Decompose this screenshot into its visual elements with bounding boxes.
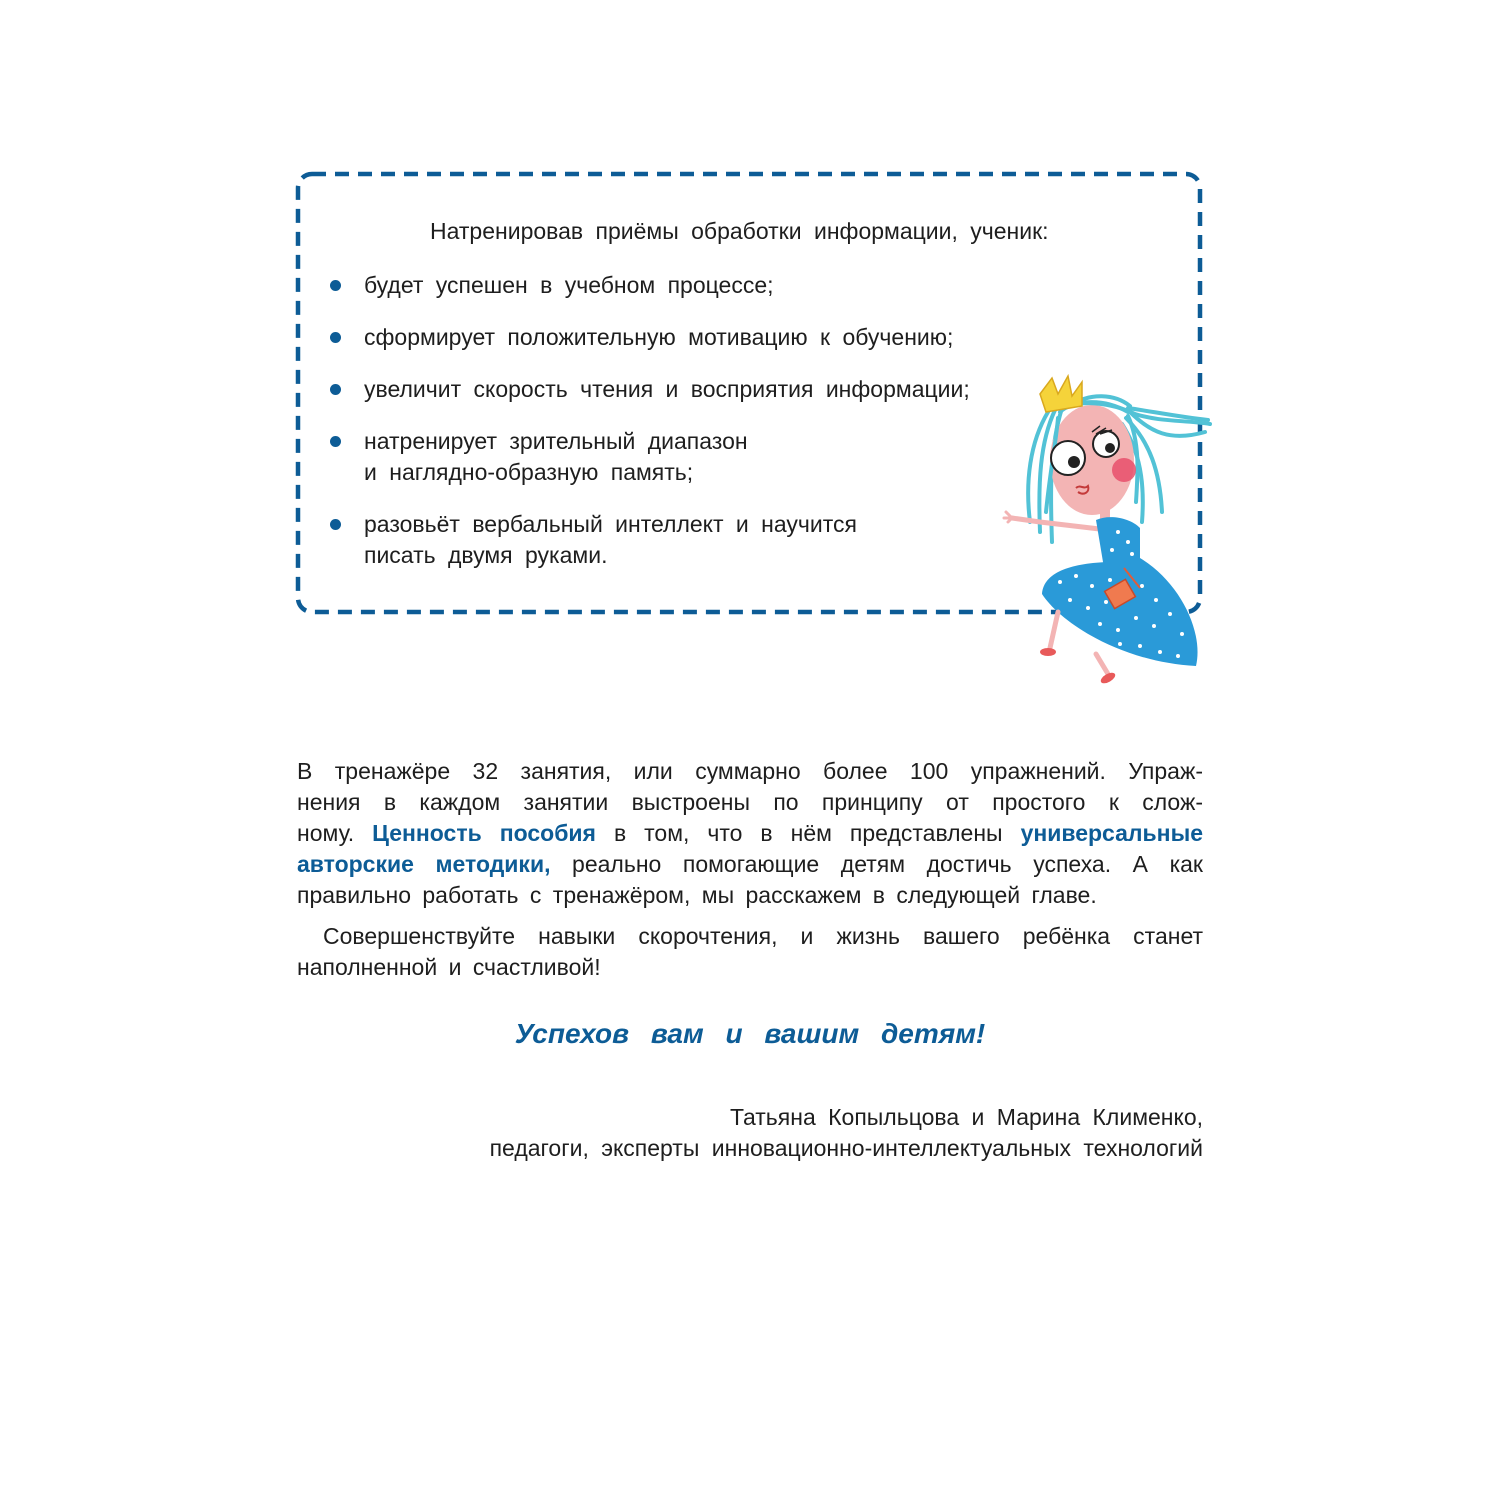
bullet-icon [330,332,341,343]
text-fragment: ному. [297,820,355,846]
benefit-text: будет успешен в учебном процессе; [364,272,774,298]
text-line: Совершенствуйте навыки скорочтения, и жизнь вашего ребёнка станет [323,923,1203,949]
text-line: нения в каждом занятии выстроены по принципу от простого к слож- [297,789,1203,815]
highlight-value: Ценность пособия [372,820,596,846]
signature [297,1102,1203,1164]
text-line [297,818,1203,849]
benefit-text: разовьёт вербальный интеллект и научится [364,511,857,537]
author-names: Татьяна Копыльцова и Марина Клименко, [729,1104,1203,1130]
text-fragment: реально помогающие детям достичь успеха. А как [572,851,1203,877]
benefit-item [330,270,970,301]
benefit-text: сформирует положительную мотивацию к обучению; [364,324,954,350]
text-line: В тренажёре 32 занятия, или суммарно более 100 упражнений. Упраж- [297,758,1203,784]
benefit-text: увеличит скорость чтения и восприятия информации; [364,376,970,402]
bullet-icon [330,384,341,395]
encouragement-paragraph [297,921,1203,983]
bullet-icon [330,436,341,447]
bullet-icon [330,280,341,291]
closing-wish: Успехов вам и вашим детям! [514,1018,986,1049]
info-intro: Натренировав приёмы обработки информации, ученик: [430,218,1049,244]
highlight-methods-cont: авторские методики, [297,851,551,877]
benefit-item [330,322,970,353]
text-line: правильно работать с тренажёром, мы расскажем в следующей главе. [297,882,1097,908]
princess-girl-illustration [1000,372,1215,690]
highlight-methods: универсальные [1020,820,1204,846]
text-line: наполненной и счастливой! [297,954,601,980]
bullet-icon [330,519,341,530]
benefit-text: и наглядно-образную память; [364,459,694,485]
benefit-item [330,374,970,405]
benefit-list [330,270,970,571]
benefit-text: натренирует зрительный диапазон [364,428,748,454]
benefit-item [330,509,970,571]
benefit-text: писать двумя руками. [364,542,608,568]
text-line [297,849,1203,880]
benefit-item [330,426,970,488]
intro-paragraph [297,756,1203,911]
text-fragment: в том, что в нём представлены [613,820,1003,846]
author-roles: педагоги, эксперты инновационно-интеллектуальных технологий [489,1135,1203,1161]
